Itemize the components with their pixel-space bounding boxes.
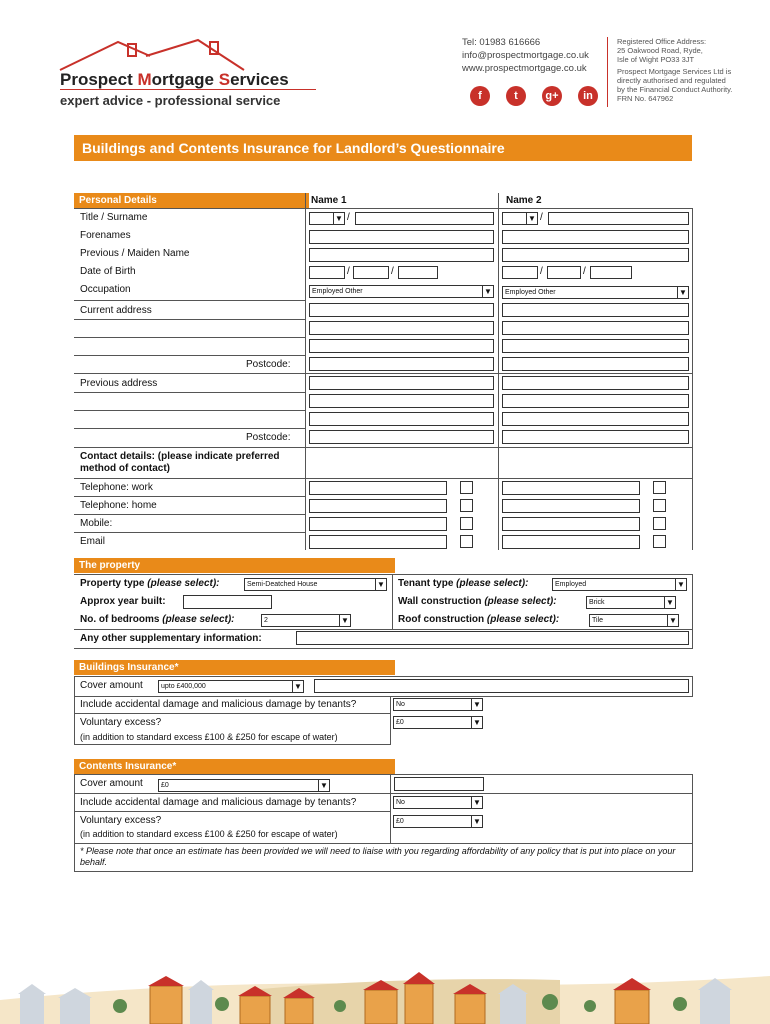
home-phone-input-1[interactable] bbox=[309, 499, 447, 513]
buildings-damage-select[interactable]: No ▼ bbox=[393, 698, 483, 711]
roof-construction-select[interactable]: Tile ▼ bbox=[589, 614, 679, 627]
work-phone-input-2[interactable] bbox=[502, 481, 640, 495]
contents-cover-other-input[interactable] bbox=[394, 777, 484, 791]
current-address-line3-1[interactable] bbox=[309, 339, 494, 353]
contents-cover-label: Cover amount bbox=[80, 778, 143, 789]
contents-excess-note: (in addition to standard excess £100 & £250 for escape of water) bbox=[80, 829, 338, 839]
occupation-select-2[interactable]: Employed Other ▼ bbox=[502, 286, 689, 299]
work-phone-input-1[interactable] bbox=[309, 481, 447, 495]
buildings-excess-label: Voluntary excess? bbox=[80, 717, 162, 728]
work-phone-preferred-1[interactable] bbox=[460, 481, 473, 494]
previous-postcode-1[interactable] bbox=[309, 430, 494, 444]
home-phone-preferred-1[interactable] bbox=[460, 499, 473, 512]
contents-damage-select[interactable]: No ▼ bbox=[393, 796, 483, 809]
buildings-insurance-header: Buildings Insurance* bbox=[74, 660, 395, 675]
forenames-input-1[interactable] bbox=[309, 230, 494, 244]
property-header: The property bbox=[74, 558, 395, 573]
mobile-input-1[interactable] bbox=[309, 517, 447, 531]
contact-block bbox=[462, 36, 589, 75]
row-label: Previous / Maiden Name bbox=[80, 248, 190, 259]
email-preferred-2[interactable] bbox=[653, 535, 666, 548]
contact-row-label: Email bbox=[80, 536, 106, 547]
tenant-type-select[interactable]: Employed ▼ bbox=[552, 578, 687, 591]
surname-input-2[interactable] bbox=[548, 212, 689, 225]
dob-month-input-1[interactable] bbox=[353, 266, 389, 279]
year-built-label: Approx year built: bbox=[80, 596, 166, 607]
contact-row-label: Mobile: bbox=[80, 518, 113, 529]
current-address-label: Current address bbox=[80, 305, 152, 316]
previous-address-line2-2[interactable] bbox=[502, 394, 689, 408]
bedrooms-label: No. of bedrooms (please select): bbox=[80, 614, 235, 625]
previous-address-line3-1[interactable] bbox=[309, 412, 494, 426]
mobile-preferred-2[interactable] bbox=[653, 517, 666, 530]
brand-underline bbox=[60, 89, 316, 90]
roof-construction-label: Roof construction (please select): bbox=[398, 614, 560, 625]
row-label: Date of Birth bbox=[80, 266, 136, 277]
buildings-cover-select[interactable]: upto £400,000 ▼ bbox=[158, 680, 304, 693]
buildings-cover-label: Cover amount bbox=[80, 680, 143, 691]
previous-address-line2-1[interactable] bbox=[309, 394, 494, 408]
email-link[interactable]: info@prospectmortgage.co.uk bbox=[462, 50, 589, 61]
previous-address-label: Previous address bbox=[80, 378, 158, 389]
title-select-1[interactable]: ▼ bbox=[309, 212, 345, 225]
brand-name: Prospect Mortgage Services bbox=[60, 70, 289, 89]
year-built-input[interactable] bbox=[183, 595, 272, 609]
facebook-icon[interactable]: f bbox=[470, 86, 490, 106]
work-phone-preferred-2[interactable] bbox=[653, 481, 666, 494]
property-type-label: Property type (please select): bbox=[80, 578, 220, 589]
contact-row-label: Telephone: home bbox=[80, 500, 157, 511]
other-info-input[interactable] bbox=[296, 631, 689, 645]
bedrooms-select[interactable]: 2 ▼ bbox=[261, 614, 351, 627]
footnote: * Please note that once an estimate has been provided we will need to liaise with you regarding affordability of any policy that is put into place on your behalf. bbox=[80, 846, 676, 867]
buildings-excess-note: (in addition to standard excess £100 & £250 for escape of water) bbox=[80, 732, 338, 742]
postcode-label: Postcode: bbox=[246, 432, 291, 443]
current-address-line1-2[interactable] bbox=[502, 303, 689, 317]
postcode-label: Postcode: bbox=[246, 359, 291, 370]
email-input-2[interactable] bbox=[502, 535, 640, 549]
current-address-line2-2[interactable] bbox=[502, 321, 689, 335]
name1-header: Name 1 bbox=[311, 195, 347, 206]
townscape-illustration bbox=[0, 950, 770, 1024]
dob-year-input-1[interactable] bbox=[398, 266, 438, 279]
other-info-label: Any other supplementary information: bbox=[80, 633, 262, 644]
current-address-line2-1[interactable] bbox=[309, 321, 494, 335]
tel: Tel: 01983 616666 bbox=[462, 37, 541, 48]
previous-postcode-2[interactable] bbox=[502, 430, 689, 444]
occupation-select-1[interactable]: Employed Other ▼ bbox=[309, 285, 494, 298]
mobile-preferred-1[interactable] bbox=[460, 517, 473, 530]
dob-day-input-1[interactable] bbox=[309, 266, 345, 279]
buildings-damage-label: Include accidental damage and malicious damage by tenants? bbox=[80, 699, 357, 710]
tagline: expert advice - professional service bbox=[60, 93, 281, 108]
property-type-select[interactable]: Semi-Deatched House ▼ bbox=[244, 578, 387, 591]
contents-excess-label: Voluntary excess? bbox=[80, 815, 162, 826]
dob-day-input-2[interactable] bbox=[502, 266, 538, 279]
buildings-excess-select[interactable]: £0 ▼ bbox=[393, 716, 483, 729]
surname-input-1[interactable] bbox=[355, 212, 494, 225]
contents-excess-select[interactable]: £0 ▼ bbox=[393, 815, 483, 828]
row-label: Occupation bbox=[80, 284, 131, 295]
previous-address-line1-2[interactable] bbox=[502, 376, 689, 390]
dob-year-input-2[interactable] bbox=[590, 266, 632, 279]
form-title: Buildings and Contents Insurance for Landlord’s Questionnaire bbox=[74, 135, 692, 161]
previous-address-line1-1[interactable] bbox=[309, 376, 494, 390]
dob-month-input-2[interactable] bbox=[547, 266, 581, 279]
title-select-2[interactable]: ▼ bbox=[502, 212, 538, 225]
home-phone-preferred-2[interactable] bbox=[653, 499, 666, 512]
googleplus-icon[interactable]: g+ bbox=[542, 86, 562, 106]
row-label: Title / Surname bbox=[80, 212, 148, 223]
personal-details-header: Personal Details bbox=[74, 193, 309, 208]
linkedin-icon[interactable]: in bbox=[578, 86, 598, 106]
contents-cover-select[interactable]: £0 ▼ bbox=[158, 779, 330, 792]
current-address-line1-1[interactable] bbox=[309, 303, 494, 317]
current-address-line3-2[interactable] bbox=[502, 339, 689, 353]
contents-damage-label: Include accidental damage and malicious damage by tenants? bbox=[80, 797, 357, 808]
wall-construction-label: Wall construction (please select): bbox=[398, 596, 557, 607]
mobile-input-2[interactable] bbox=[502, 517, 640, 531]
current-postcode-1[interactable] bbox=[309, 357, 494, 371]
maiden-name-input-2[interactable] bbox=[502, 248, 689, 262]
logo-roofs bbox=[58, 36, 248, 72]
row-label: Forenames bbox=[80, 230, 131, 241]
buildings-cover-other-input[interactable] bbox=[314, 679, 689, 693]
previous-address-line3-2[interactable] bbox=[502, 412, 689, 426]
contents-insurance-header: Contents Insurance* bbox=[74, 759, 395, 774]
home-phone-input-2[interactable] bbox=[502, 499, 640, 513]
website-link[interactable]: www.prospectmortgage.co.uk bbox=[462, 63, 587, 74]
maiden-name-input-1[interactable] bbox=[309, 248, 494, 262]
name2-header: Name 2 bbox=[506, 195, 542, 206]
contact-details-header: Contact details: (please indicate preferred method of contact) bbox=[80, 451, 280, 474]
email-preferred-1[interactable] bbox=[460, 535, 473, 548]
forenames-input-2[interactable] bbox=[502, 230, 689, 244]
current-postcode-2[interactable] bbox=[502, 357, 689, 371]
tenant-type-label: Tenant type (please select): bbox=[398, 578, 529, 589]
contact-row-label: Telephone: work bbox=[80, 482, 153, 493]
twitter-icon[interactable]: t bbox=[506, 86, 526, 106]
email-input-1[interactable] bbox=[309, 535, 447, 549]
header-divider bbox=[607, 37, 608, 107]
wall-construction-select[interactable]: Brick ▼ bbox=[586, 596, 676, 609]
legal-block: Registered Office Address: 25 Oakwood Road, Ryde, Isle of Wight PO33 3JT Prospect Mortgage Services Ltd is directly authorised and regulated by the Financial Conduct Authority. FRN No. 647962 bbox=[617, 37, 733, 103]
social-icons bbox=[470, 86, 610, 108]
